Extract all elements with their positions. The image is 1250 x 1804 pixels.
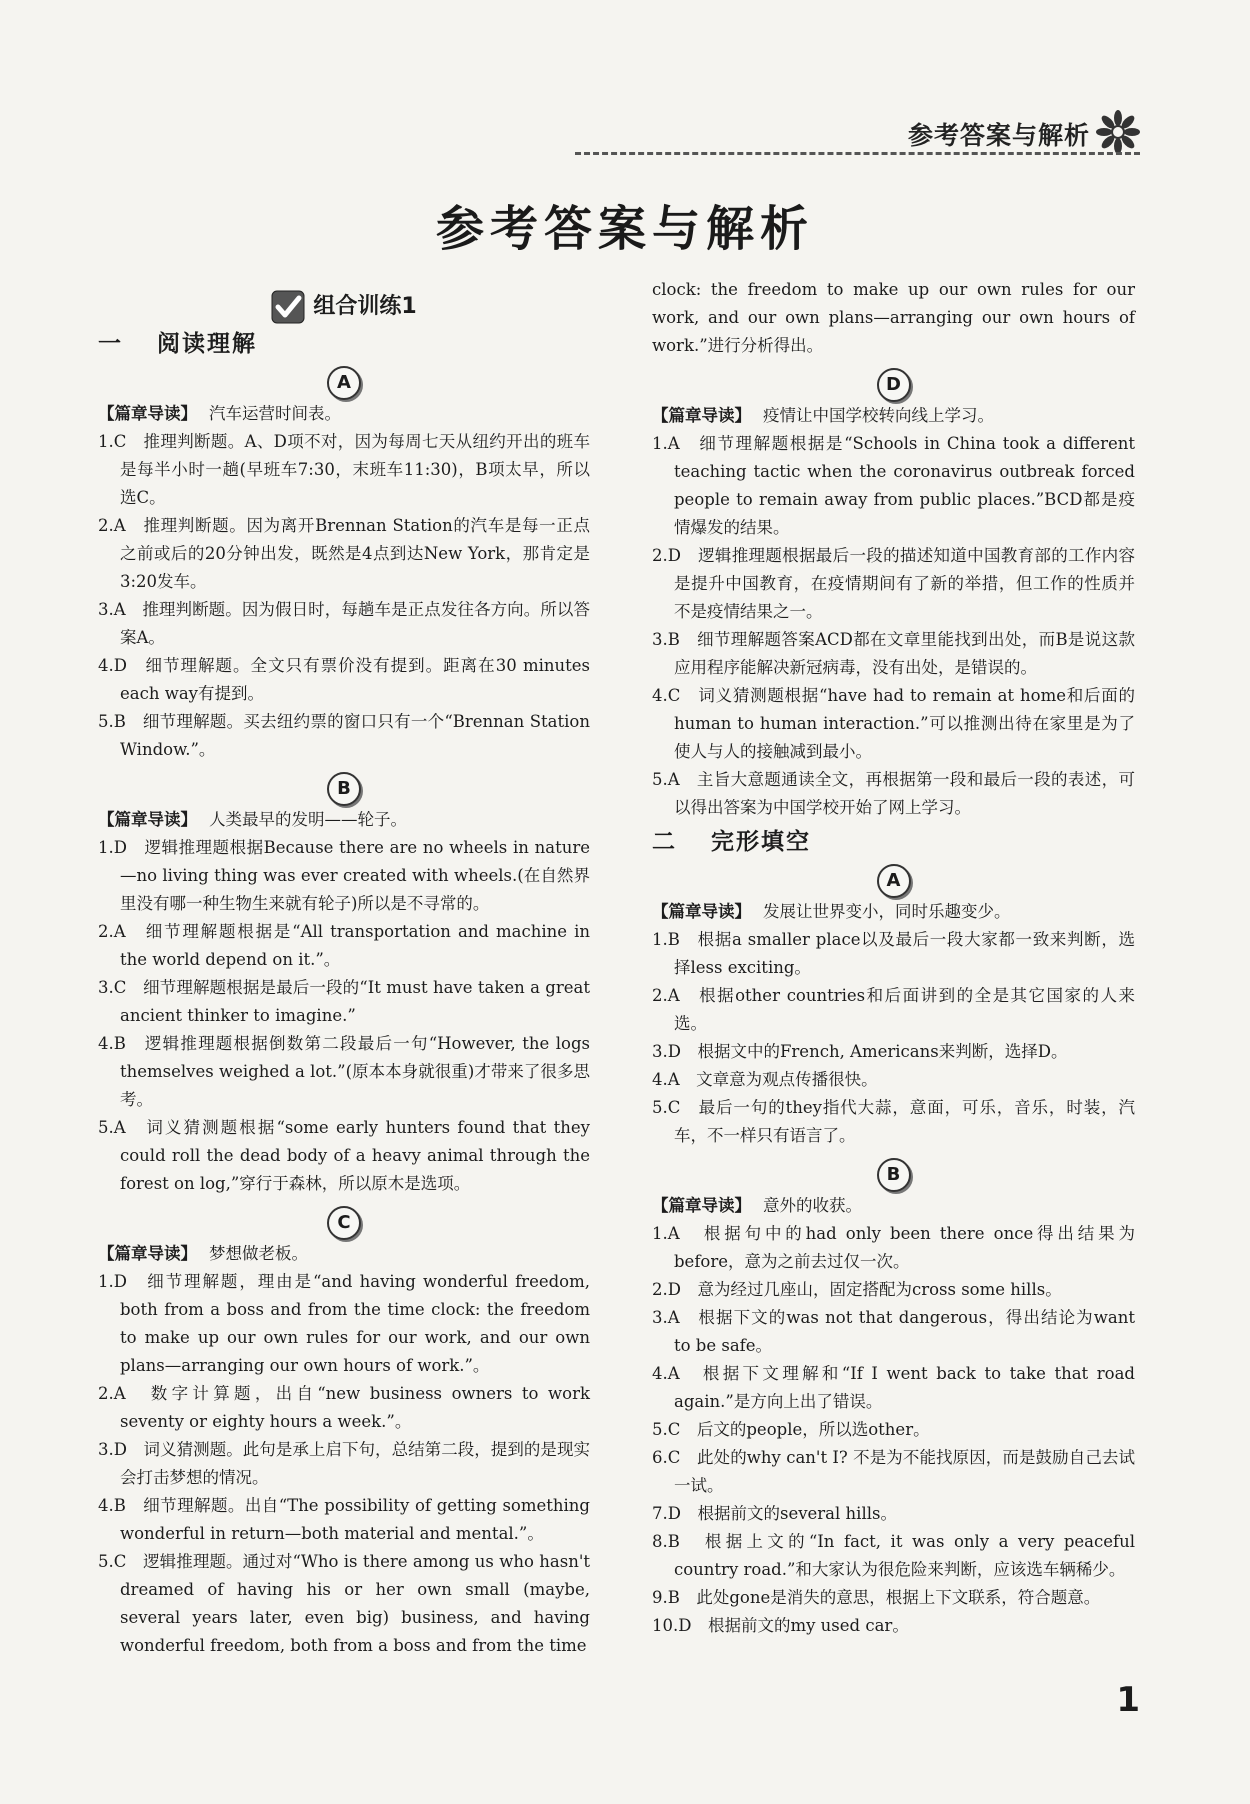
chapter-guide: 【篇章导读】 人类最早的发明——轮子。 — [98, 810, 407, 829]
answer-item: 4.B 逻辑推理题根据倒数第二段最后一句“However, the logs themselves weighed a lot.”(原本本身就很重)才带来了很多思考。 — [98, 1034, 590, 1109]
answer-item: 1.A 根据句中的had only been there once得出结果为before，意为之前去过仅一次。 — [652, 1224, 1135, 1271]
section-number: 二 — [652, 829, 677, 855]
header-label: 参考答案与解析 — [907, 121, 1090, 150]
answer-item: 2.D 逻辑推理题根据最后一段的描述知道中国教育部的工作内容是提升中国教育，在疫情期间有了新的举措，但工作的性质并不是疫情结果之一。 — [652, 546, 1135, 621]
answer-item: 8.B 根据上文的“In fact, it was only a very peaceful country road.”和大家认为很危险来判断，应该选车辆稀少。 — [652, 1532, 1135, 1579]
page-title: 参考答案与解析 — [435, 201, 814, 257]
answer-item: 2.A 细节理解题根据是“All transportation and machine in the world depend on it.”。 — [98, 922, 590, 969]
answer-item: 5.A 主旨大意题通读全文，再根据第一段和最后一段的表述，可以得出答案为中国学校开始了网上学习。 — [652, 770, 1135, 817]
answer-item: 3.D 词义猜测题。此句是承上启下句，总结第二段，提到的是现实会打击梦想的情况。 — [98, 1440, 590, 1487]
answer-item: 6.C 此处的why can't I? 不是为不能找原因，而是鼓励自己去试一试。 — [652, 1448, 1135, 1495]
unit-heading — [98, 290, 590, 324]
continued-text: clock: the freedom to make up our own rules for our work, and our own plans—arranging our own hours of work.”进行分析得出。 — [652, 280, 1135, 355]
answer-item: 4.B 细节理解题。出自“The possibility of getting something wonderful in return—both material and mental.”。 — [98, 1496, 590, 1543]
answer-item: 1.B 根据a smaller place以及最后一段大家都一致来判断，选择less exciting。 — [652, 930, 1135, 977]
answer-item: 1.D 逻辑推理题根据Because there are no wheels in nature—no living thing was ever created with wheels.(在自然界里没有哪一种生物生来就有轮子)所以是不寻常的。 — [98, 838, 590, 913]
running-header — [0, 110, 1250, 170]
answer-item: 1.C 推理判断题。A、D项不对，因为每周七天从纽约开出的班车是每半小时一趟(早班车7:30，末班车11:30)，B项太早，所以选C。 — [98, 432, 590, 507]
page-number: 1 — [1116, 1680, 1140, 1720]
answer-item: 3.D 根据文中的French, Americans来判断，选择D。 — [652, 1042, 1068, 1061]
chapter-guide: 【篇章导读】 梦想做老板。 — [98, 1244, 308, 1263]
answer-item: 7.D 根据前文的several hills。 — [652, 1504, 897, 1523]
section-cloze — [652, 828, 1135, 856]
answer-item: 1.A 细节理解题根据是“Schools in China took a different teaching tactic when the coronavirus outbreak forced people to remain away from public places.”BCD都是疫情爆发的结果。 — [652, 434, 1135, 537]
right-column — [652, 276, 1135, 1640]
passage-badge-a: A — [327, 366, 361, 400]
section-title-text: 完形填空 — [711, 829, 811, 855]
answer-item: 2.D 意为经过几座山，固定搭配为cross some hills。 — [652, 1280, 1062, 1299]
chapter-guide: 【篇章导读】 发展让世界变小，同时乐趣变少。 — [652, 902, 1011, 921]
answer-item: 3.A 根据下文的was not that dangerous，得出结论为want to be safe。 — [652, 1308, 1135, 1355]
checkmark-icon — [271, 290, 305, 324]
passage-badge-b: B — [327, 772, 361, 806]
unit-title-text: 组合训练1 — [313, 294, 417, 319]
header-dashed-rule — [575, 152, 1140, 155]
passage-badge-c: C — [327, 1206, 361, 1240]
chapter-guide: 【篇章导读】 疫情让中国学校转向线上学习。 — [652, 406, 994, 425]
section-reading — [98, 330, 590, 358]
section-title-text: 阅读理解 — [157, 331, 257, 357]
flower-icon — [1096, 110, 1140, 154]
answer-item: 5.C 逻辑推理题。通过对“Who is there among us who hasn't dreamed of having his or her own small (maybe, several years later, even big) business, and having wonderful freedom, both from a boss and from the time — [98, 1552, 590, 1655]
answer-item: 3.A 推理判断题。因为假日时，每趟车是正点发往各方向。所以答案A。 — [98, 600, 590, 647]
answer-item: 4.D 细节理解题。全文只有票价没有提到。距离在30 minutes each way有提到。 — [98, 656, 590, 703]
answer-item: 1.D 细节理解题，理由是“and having wonderful freedom, both from a boss and from the time clock: the freedom to make up our own rules for our work, and our own plans—arranging our own hours of work.”。 — [98, 1272, 590, 1375]
answer-item: 2.A 根据other countries和后面讲到的全是其它国家的人来选。 — [652, 986, 1135, 1033]
answer-item: 2.A 推理判断题。因为离开Brennan Station的汽车是每一正点之前或后的20分钟出发，既然是4点到达New York，那肯定是3:20发车。 — [98, 516, 590, 591]
answer-item: 4.A 文章意为观点传播很快。 — [652, 1070, 878, 1089]
chapter-guide: 【篇章导读】 汽车运营时间表。 — [98, 404, 341, 423]
answer-item: 2.A 数字计算题，出自“new business owners to work seventy or eighty hours a week.”。 — [98, 1384, 590, 1431]
passage-badge-b: B — [877, 1158, 911, 1192]
answer-item: 3.C 细节理解题根据是最后一段的“It must have taken a great ancient thinker to imagine.” — [98, 978, 590, 1025]
left-column — [98, 280, 590, 1660]
section-number: 一 — [98, 331, 123, 357]
passage-badge-d: D — [877, 368, 911, 402]
chapter-guide: 【篇章导读】 意外的收获。 — [652, 1196, 862, 1215]
answer-item: 5.A 词义猜测题根据“some early hunters found that they could roll the dead body of a heavy animal through the forest on log,”穿行于森林，所以原木是选项。 — [98, 1118, 590, 1193]
passage-badge-a: A — [877, 864, 911, 898]
answer-item: 10.D 根据前文的my used car。 — [652, 1616, 909, 1635]
answer-item: 4.C 词义猜测题根据“have had to remain at home和后面的human to human interaction.”可以推测出待在家里是为了使人与人的接触减到最小。 — [652, 686, 1135, 761]
answer-item: 3.B 细节理解题答案ACD都在文章里能找到出处，而B是说这款应用程序能解决新冠病毒，没有出处，是错误的。 — [652, 630, 1135, 677]
answer-item: 5.C 最后一句的they指代大蒜，意面，可乐，音乐，时装，汽车，不一样只有语言了。 — [652, 1098, 1135, 1145]
answer-item: 5.B 细节理解题。买去纽约票的窗口只有一个“Brennan Station Window.”。 — [98, 712, 590, 759]
answer-item: 5.C 后文的people，所以选other。 — [652, 1420, 930, 1439]
answer-item: 9.B 此处gone是消失的意思，根据上下文联系，符合题意。 — [652, 1588, 1101, 1607]
answer-item: 4.A 根据下文理解和“If I went back to take that road again.”是方向上出了错误。 — [652, 1364, 1135, 1411]
